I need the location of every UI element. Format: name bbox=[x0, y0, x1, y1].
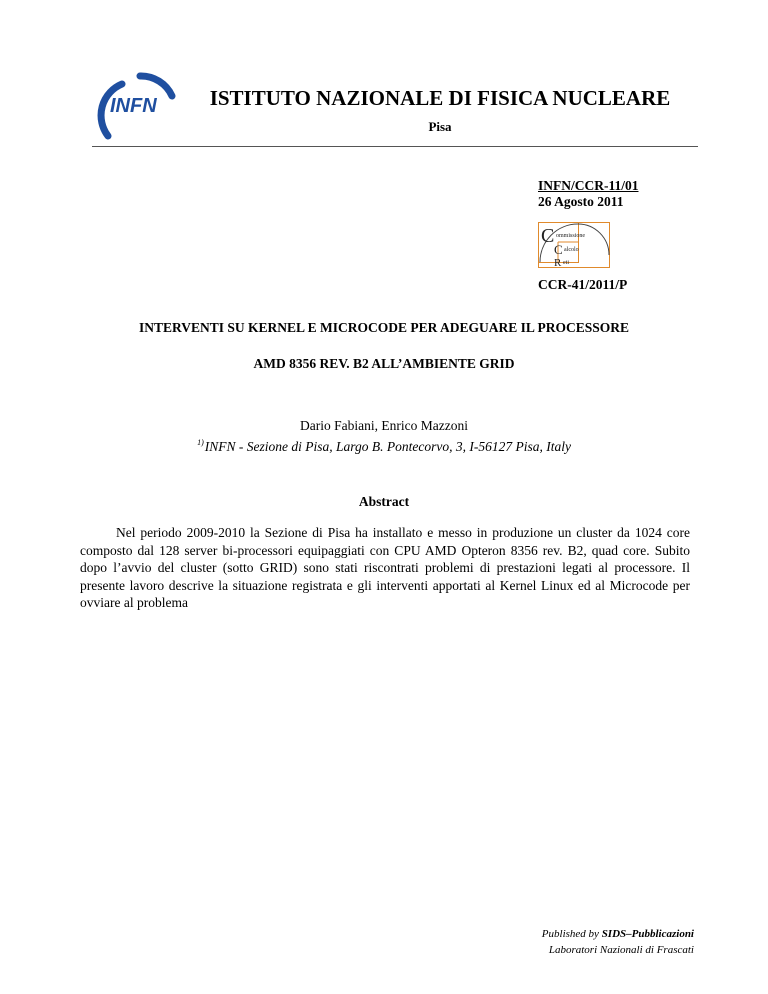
report-id: INFN/CCR-11/01 bbox=[538, 178, 639, 193]
abstract-heading: Abstract bbox=[358, 494, 410, 509]
svg-text:R: R bbox=[554, 257, 562, 268]
affiliation bbox=[0, 438, 768, 455]
svg-text:C: C bbox=[554, 242, 563, 257]
affiliation-mark: 1) bbox=[197, 438, 204, 447]
svg-text:ommissione: ommissione bbox=[556, 233, 586, 239]
svg-text:eti: eti bbox=[563, 260, 569, 266]
institute-name: ISTITUTO NAZIONALE DI FISICA NUCLEARE bbox=[209, 86, 671, 110]
published-by: Published by SIDS–Pubblicazioni bbox=[541, 928, 694, 940]
svg-text:alcolo: alcolo bbox=[564, 247, 579, 253]
ccr-logo bbox=[538, 222, 610, 268]
infn-logo bbox=[92, 70, 182, 142]
ccr-code: CCR-41/2011/P bbox=[538, 277, 628, 292]
institute-city: Pisa bbox=[428, 119, 452, 134]
publisher-lab: Laboratori Nazionali di Frascati bbox=[548, 944, 694, 956]
paper-title-line1: INTERVENTI SU KERNEL E MICROCODE PER ADEGUARE IL PROCESSORE bbox=[138, 320, 630, 335]
infn-logo-text: INFN bbox=[110, 95, 157, 117]
report-date: 26 Agosto 2011 bbox=[538, 194, 624, 209]
svg-text:C: C bbox=[541, 225, 555, 247]
header-divider bbox=[92, 146, 698, 147]
abstract-text: Nel periodo 2009-2010 la Sezione di Pisa ha installato e messo in produzione un cluster da 1024 core composto dal 128 server bi-processori equipaggiati con CPU AMD Opteron 8356 rev. B2, quad core. Subito dopo l’avvio del cluster (sotto GRID) sono stati riscontrati problemi di prestazioni legati al processore. Il presente lavoro descrive la situazione registrata e gli interventi apportati al Kernel Linux ed al Microcode per ovviare al problema bbox=[80, 525, 690, 611]
paper-title-line2: AMD 8356 REV. B2 ALL’AMBIENTE GRID bbox=[253, 356, 515, 371]
publisher: SIDS–Pubblicazioni bbox=[601, 928, 694, 940]
authors: Dario Fabiani, Enrico Mazzoni bbox=[300, 418, 468, 433]
affiliation-text: INFN - Sezione di Pisa, Largo B. Pontecorvo, 3, I-56127 Pisa, Italy bbox=[204, 439, 571, 454]
